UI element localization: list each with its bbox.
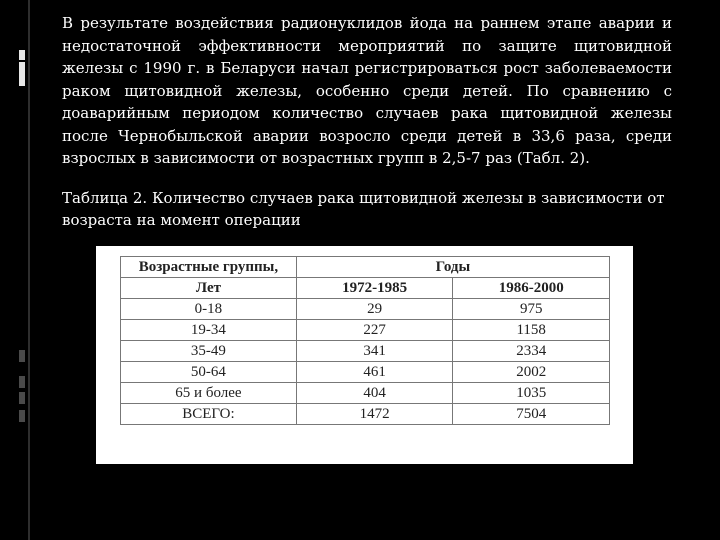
table-image xyxy=(96,246,633,464)
cancer-cases-table xyxy=(120,256,610,425)
cell-group: ВСЕГО: xyxy=(121,404,297,425)
decorative-mark xyxy=(19,410,25,422)
cell-value: 1158 xyxy=(453,320,610,341)
decorative-mark xyxy=(19,392,25,404)
cell-value: 1035 xyxy=(453,383,610,404)
header-age-groups-line1: Возрастные группы, xyxy=(138,258,279,275)
cell-value: 341 xyxy=(296,341,453,362)
cell-group: 19-34 xyxy=(121,320,297,341)
table-row xyxy=(121,362,610,383)
cell-value: 227 xyxy=(296,320,453,341)
table-row xyxy=(121,383,610,404)
cell-value: 7504 xyxy=(453,404,610,425)
decorative-mark xyxy=(19,350,25,362)
decorative-bar xyxy=(19,50,25,60)
cell-value: 461 xyxy=(296,362,453,383)
decorative-mark xyxy=(19,376,25,388)
decorative-bar xyxy=(19,62,25,86)
cell-group: 0-18 xyxy=(121,299,297,320)
header-period-1986-2000: 1986-2000 xyxy=(453,278,610,299)
cell-value: 1472 xyxy=(296,404,453,425)
cell-group: 35-49 xyxy=(121,341,297,362)
cell-value: 2334 xyxy=(453,341,610,362)
header-period-1972-1985: 1972-1985 xyxy=(296,278,453,299)
cell-value: 29 xyxy=(296,299,453,320)
table-row xyxy=(121,341,610,362)
table-row xyxy=(121,320,610,341)
body-paragraph: В результате воздействия радионуклидов йода на раннем этапе аварии и недостаточной эффективности мероприятий по защите щитовидной железы с 1990 г. в Беларуси начал регистрироваться рост заболеваемости раком щитовидной железы, особенно среди детей. По сравнению с доаварийным периодом количество случаев рака щитовидной железы после Чернобыльской аварии возросло среди детей в 33,6 раза, среди взрослых в зависимости от возрастных групп в 2,5-7 раз (Табл. 2). xyxy=(62,14,672,167)
cell-group: 65 и более xyxy=(121,383,297,404)
table-caption: Таблица 2. Количество случаев рака щитовидной железы в зависимости от возраста на момент операции xyxy=(62,189,665,229)
header-years: Годы xyxy=(296,257,609,278)
cell-group: 50-64 xyxy=(121,362,297,383)
left-rule xyxy=(28,0,30,540)
header-age-groups xyxy=(121,257,297,278)
header-age-unit: Лет xyxy=(121,278,297,299)
table-row xyxy=(121,404,610,425)
table-row xyxy=(121,299,610,320)
cell-value: 975 xyxy=(453,299,610,320)
cell-value: 404 xyxy=(296,383,453,404)
cell-value: 2002 xyxy=(453,362,610,383)
